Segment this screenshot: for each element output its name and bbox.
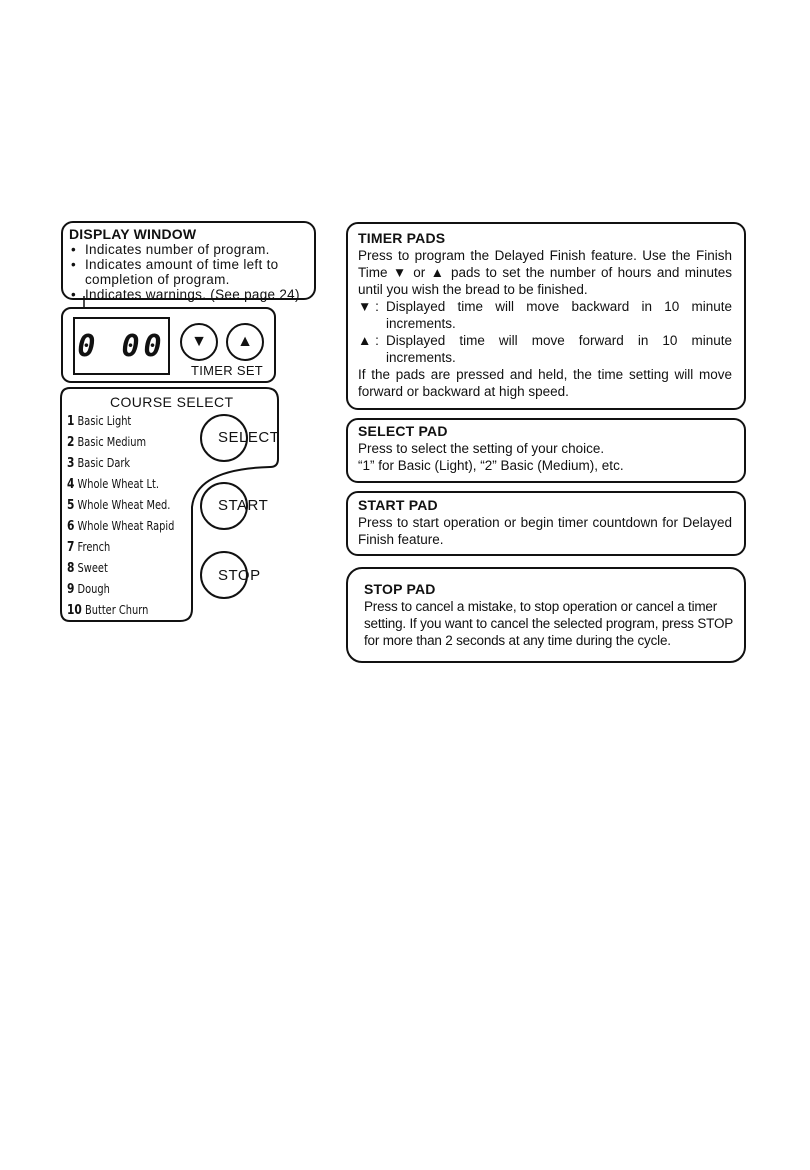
course-item[interactable]: 6 Whole Wheat Rapid <box>67 519 175 534</box>
display-window-callout <box>61 221 316 300</box>
digital-display: 0 00 <box>73 317 170 375</box>
select-pad-line: Press to select the setting of your choice. <box>358 441 605 456</box>
timer-up-text: Displayed time will move forward in 10 minute increments. <box>386 333 732 365</box>
timer-down-definition <box>358 298 732 332</box>
select-pad-line: “1” for Basic (Light), “2” Basic (Medium), etc. <box>358 458 624 473</box>
timer-pads-title: TIMER PADS <box>358 230 446 246</box>
course-item[interactable]: 8 Sweet <box>67 561 108 576</box>
start-pad-text: Press to start operation or begin timer countdown for Delayed Finish feature. <box>358 515 732 547</box>
timer-up-definition <box>358 332 732 366</box>
display-window-bullet: • Indicates number of program. <box>69 242 306 257</box>
timer-up-button[interactable] <box>226 323 264 361</box>
course-item[interactable]: 5 Whole Wheat Med. <box>67 498 171 513</box>
display-window-bullets <box>69 242 306 302</box>
select-pad-box <box>346 418 746 483</box>
start-pad-title: START PAD <box>358 497 438 513</box>
course-item[interactable]: 7 French <box>67 540 111 555</box>
display-window-title: DISPLAY WINDOW <box>69 226 197 242</box>
timer-down-text: Displayed time will move backward in 10 minute increments. <box>386 299 732 331</box>
course-item[interactable]: 9 Dough <box>67 582 110 597</box>
display-timer-panel <box>61 307 276 383</box>
timer-set-label: TIMER SET <box>191 363 264 378</box>
stop-pad-title: STOP PAD <box>364 581 436 597</box>
course-select-title: COURSE SELECT <box>110 394 234 410</box>
start-pad-box <box>346 491 746 556</box>
select-label: SELECT <box>218 429 280 446</box>
timer-hold-text: If the pads are pressed and held, the time setting will move forward or backward at high speed. <box>358 367 732 399</box>
down-arrow-icon: ▼ : <box>358 299 379 314</box>
select-pad-title: SELECT PAD <box>358 423 448 439</box>
up-arrow-icon: ▲ : <box>358 333 379 348</box>
course-list <box>67 411 197 621</box>
timer-pads-intro: Press to program the Delayed Finish feature. Use the Finish Time ▼ or ▲ pads to set the number of hours and minutes until you wish the bread to be finished. <box>358 248 732 297</box>
stop-pad-box <box>346 567 746 663</box>
course-item[interactable]: 4 Whole Wheat Lt. <box>67 477 159 492</box>
stop-pad-text: Press to cancel a mistake, to stop operation or cancel a timer setting. If you want to cancel the selected program, press STOP for more than 2 seconds at any time during the cycle. <box>364 599 733 648</box>
down-arrow-icon: ▼ <box>191 333 207 350</box>
stop-label: STOP <box>218 567 261 584</box>
course-item[interactable]: 3 Basic Dark <box>67 456 131 471</box>
course-item[interactable]: 10 Butter Churn <box>67 603 149 618</box>
course-item[interactable]: 2 Basic Medium <box>67 435 147 450</box>
display-window-bullet: • Indicates amount of time left to completion of program. <box>69 257 306 287</box>
timer-down-button[interactable] <box>180 323 218 361</box>
timer-pads-box <box>346 222 746 410</box>
course-item[interactable]: 1 Basic Light <box>67 414 132 429</box>
display-window-bullet: • Indicates warnings. (See page 24) <box>69 287 306 302</box>
start-label: START <box>218 497 269 514</box>
up-arrow-icon: ▲ <box>237 333 253 350</box>
